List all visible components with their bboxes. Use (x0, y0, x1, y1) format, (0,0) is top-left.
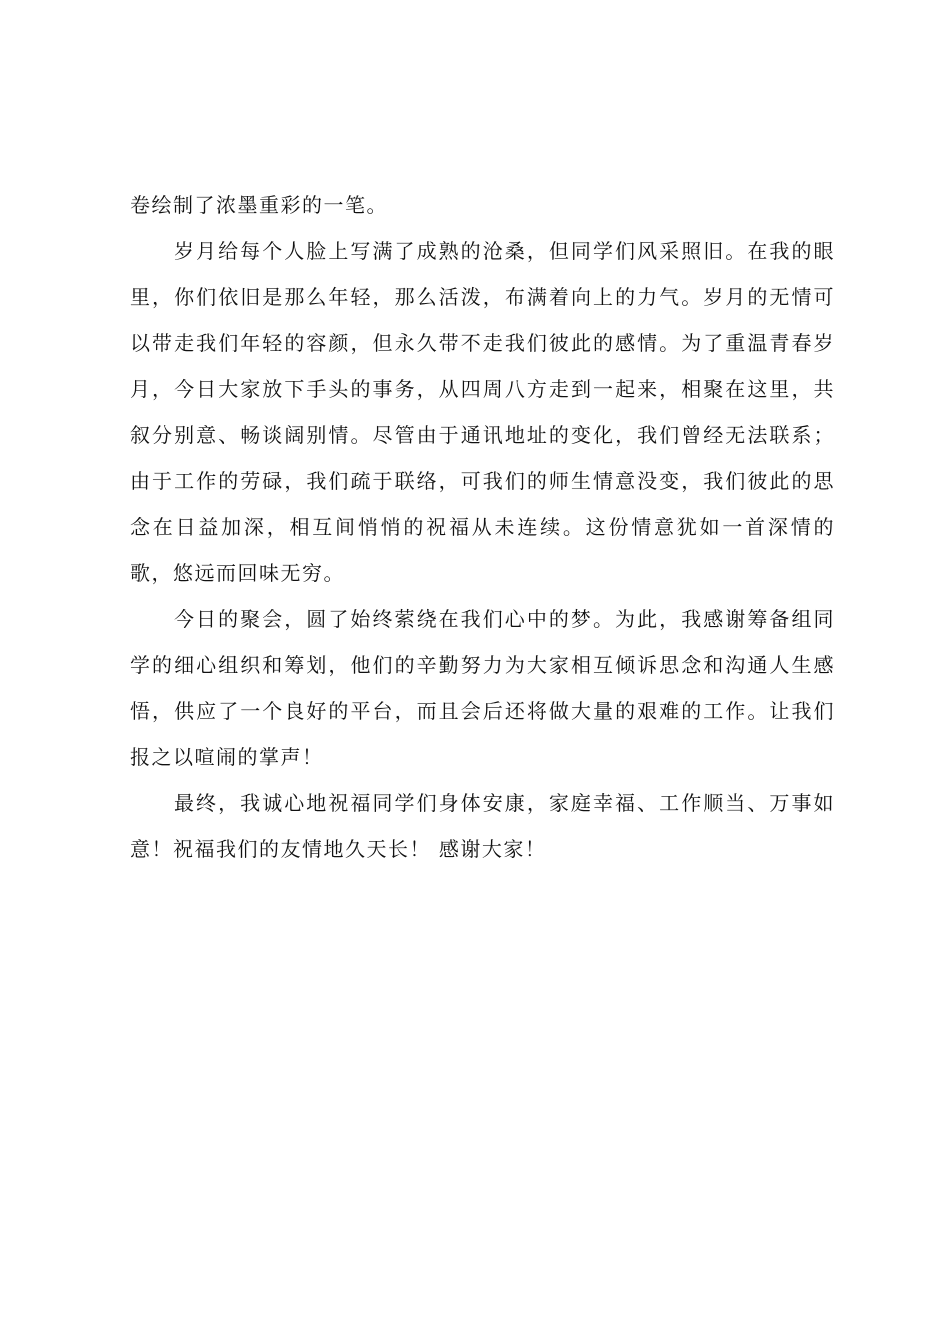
paragraph-years: 岁月给每个人脸上写满了成熟的沧桑，但同学们风采照旧。在我的眼里，你们依旧是那么年轻，那么活泼，布满着向上的力气。岁月的无情可以带走我们年轻的容颜，但永久带不走我们彼此的感情。为了重温青春岁月，今日大家放下手头的事务，从四周八方走到一起来，相聚在这里，共叙分别意、畅谈阔别情。尽管由于通讯地址的变化，我们曾经无法联系；由于工作的劳碌，我们疏于联络，可我们的师生情意没变，我们彼此的思念在日益加深，相互间悄悄的祝福从未连续。这份情意犹如一首深情的歌，悠远而回味无穷。 (130, 239, 835, 585)
document-body (130, 182, 835, 872)
paragraph-continued: 卷绘制了浓墨重彩的一笔。 (130, 193, 388, 217)
paragraph-gathering: 今日的聚会，圆了始终萦绕在我们心中的梦。为此，我感谢筹备组同学的细心组织和筹划，他们的辛勤努力为大家相互倾诉思念和沟通人生感悟，供应了一个良好的平台，而且会后还将做大量的艰难的工作。让我们报之以喧闹的掌声！ (130, 607, 835, 769)
paragraph-closing: 最终，我诚心地祝福同学们身体安康，家庭幸福、工作顺当、万事如意！祝福我们的友情地久天长！ 感谢大家！ (130, 791, 835, 861)
